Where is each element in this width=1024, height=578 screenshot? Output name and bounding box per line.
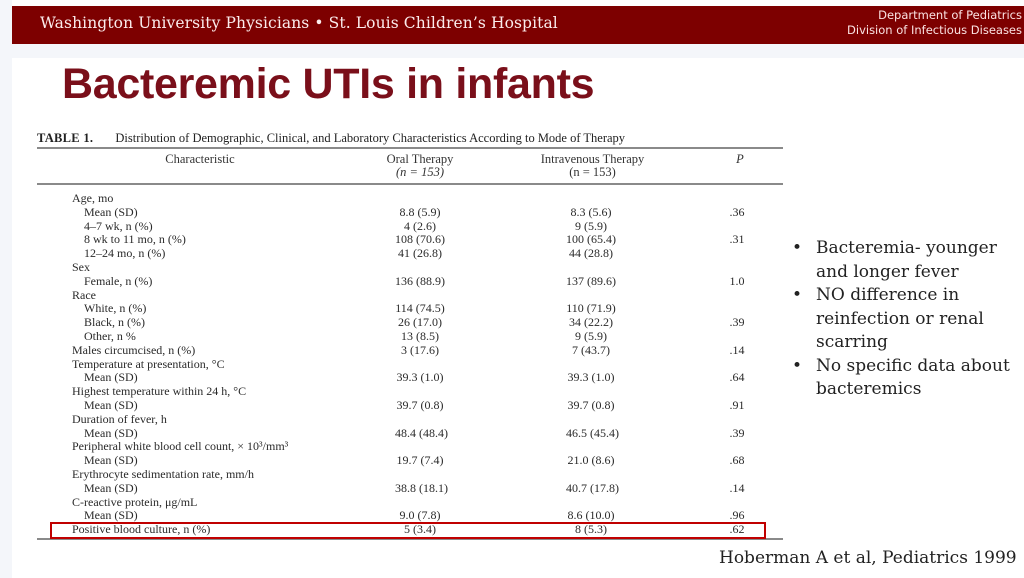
table-row — [0, 205, 800, 219]
row-iv: 137 (89.6) — [566, 273, 616, 288]
row-label: Other, n % — [84, 329, 136, 343]
row-label: Black, n (%) — [84, 315, 145, 330]
table-top-rule — [37, 147, 783, 149]
row-label: Age, mo — [72, 191, 114, 205]
bullet-text: No specific data about bacteremics — [816, 355, 1010, 399]
row-oral: 8.8 (5.9) — [399, 204, 441, 219]
table-row — [0, 481, 800, 495]
column-header-oral-label: Oral Therapy — [386, 152, 454, 166]
row-oral: 108 (70.6) — [395, 232, 445, 247]
row-oral: 136 (88.9) — [395, 273, 445, 288]
row-label: Positive blood culture, n (%) — [72, 522, 211, 537]
row-label: Race — [72, 287, 96, 302]
row-oral: 13 (8.5) — [401, 329, 439, 343]
row-iv: 40.7 (17.8) — [566, 480, 619, 495]
row-p: .39 — [729, 315, 745, 330]
table-row — [0, 329, 800, 343]
row-p: .64 — [729, 370, 745, 385]
table-row — [0, 398, 800, 412]
table-caption-text: Distribution of Demographic, Clinical, and Laboratory Characteristics According to Mode of Therapy — [115, 131, 626, 145]
table-row — [0, 467, 800, 481]
column-header-characteristic: Characteristic — [165, 152, 235, 166]
bullet-text: Bacteremia- younger and longer fever — [816, 238, 997, 282]
row-iv: 8.3 (5.6) — [570, 204, 612, 219]
table-row — [0, 191, 800, 205]
row-iv: 110 (71.9) — [566, 301, 616, 316]
row-iv: 46.5 (45.4) — [566, 425, 619, 440]
row-oral: 48.4 (48.4) — [395, 425, 448, 440]
row-label: White, n (%) — [84, 301, 147, 316]
table-row — [0, 508, 800, 522]
row-label: Mean (SD) — [84, 453, 138, 468]
row-label: Mean (SD) — [84, 398, 138, 412]
row-label: Mean (SD) — [84, 508, 138, 523]
citation: Hoberman A et al, Pediatrics 1999 — [719, 548, 1017, 568]
row-p: .96 — [729, 508, 745, 523]
table-row — [0, 274, 800, 288]
row-label: Mean (SD) — [84, 425, 138, 440]
table-label: TABLE 1. — [37, 131, 94, 145]
row-label: Males circumcised, n (%) — [72, 342, 196, 357]
row-iv: 44 (28.8) — [569, 246, 613, 261]
bullet-item — [790, 284, 1020, 355]
banner-department — [847, 8, 1022, 38]
bullet-icon: • — [792, 238, 803, 258]
bullet-item — [790, 237, 1020, 284]
table-row — [0, 412, 800, 426]
table-row — [0, 370, 800, 384]
column-header-oral-n: (n = 153) — [395, 165, 444, 179]
row-label: Female, n (%) — [84, 273, 153, 288]
row-oral: 5 (3.4) — [404, 522, 436, 537]
row-oral: 26 (17.0) — [398, 315, 442, 330]
column-header-oral — [370, 153, 470, 179]
table-row — [0, 260, 800, 274]
table-caption — [37, 131, 625, 146]
table-row — [0, 232, 800, 246]
table-row — [0, 384, 800, 398]
row-p: .36 — [729, 204, 745, 219]
row-oral: 38.8 (18.1) — [395, 480, 448, 495]
table-row — [0, 495, 800, 509]
bullet-icon: • — [792, 355, 803, 376]
row-label: Duration of fever, h — [72, 411, 167, 426]
row-iv: 39.3 (1.0) — [567, 370, 615, 385]
row-p: .14 — [729, 342, 745, 357]
row-oral: 19.7 (7.4) — [396, 453, 444, 468]
header-banner — [12, 6, 1024, 44]
row-iv: 21.0 (8.6) — [567, 453, 615, 468]
row-oral: 41 (26.8) — [398, 246, 442, 261]
banner-division-line: Division of Infectious Diseases — [847, 23, 1022, 37]
row-p: .14 — [729, 480, 745, 495]
table-row — [0, 453, 800, 467]
row-iv: 9 (5.9) — [575, 329, 607, 343]
row-label: Highest temperature within 24 h, °C — [72, 384, 247, 399]
row-p: .91 — [729, 398, 745, 412]
table-row — [0, 219, 800, 233]
header-gap — [12, 44, 1024, 58]
slide-title: Bacteremic UTIs in infants — [62, 60, 595, 108]
row-label: 8 wk to 11 mo, n (%) — [84, 232, 186, 247]
row-iv: 8 (5.3) — [575, 522, 607, 537]
table-row — [0, 426, 800, 440]
column-header-iv-label: Intravenous Therapy — [540, 152, 645, 166]
table-row — [0, 288, 800, 302]
row-oral: 39.7 (0.8) — [396, 398, 444, 412]
row-iv: 34 (22.2) — [569, 315, 613, 330]
row-label: 4–7 wk, n (%) — [84, 218, 153, 233]
bullet-list — [790, 237, 1020, 402]
row-label: Sex — [72, 260, 90, 274]
row-iv: 7 (43.7) — [572, 342, 610, 357]
table-row — [0, 439, 800, 453]
table-row — [0, 246, 800, 260]
row-label: Mean (SD) — [84, 204, 138, 219]
row-oral: 3 (17.6) — [401, 342, 439, 357]
row-label: Mean (SD) — [84, 370, 138, 385]
table-header-rule — [37, 183, 783, 185]
row-iv: 9 (5.9) — [575, 218, 607, 233]
row-p: .68 — [729, 453, 745, 468]
row-label: Erythrocyte sedimentation rate, mm/h — [72, 467, 254, 481]
column-header-p: P — [736, 152, 744, 166]
bullet-item — [790, 355, 1020, 402]
row-label: 12–24 mo, n (%) — [84, 246, 166, 261]
highlight-box — [50, 522, 766, 539]
table-row — [0, 301, 800, 315]
row-label: Mean (SD) — [84, 480, 138, 495]
row-oral: 9.0 (7.8) — [399, 508, 441, 523]
banner-institution-text: Washington University Physicians • St. Louis Children’s Hospital — [40, 14, 558, 32]
row-iv: 100 (65.4) — [566, 232, 616, 247]
row-iv: 39.7 (0.8) — [567, 398, 615, 412]
row-p: .39 — [729, 425, 745, 440]
row-iv: 8.6 (10.0) — [567, 508, 615, 523]
table-row — [0, 315, 800, 329]
column-header-iv-n: (n = 153) — [569, 165, 616, 179]
banner-department-line: Department of Pediatrics — [878, 8, 1022, 22]
row-label: Temperature at presentation, °C — [72, 356, 225, 371]
bullet-text: NO difference in reinfection or renal scarring — [816, 285, 984, 352]
row-p: 1.0 — [729, 273, 745, 288]
column-header-iv — [520, 153, 665, 179]
bullet-icon: • — [792, 285, 803, 305]
table-row — [0, 357, 800, 371]
row-label: Peripheral white blood cell count, × 10³/mm³ — [72, 439, 289, 454]
row-label: C-reactive protein, μg/mL — [72, 494, 198, 509]
row-p: .62 — [729, 522, 745, 537]
row-p: .31 — [729, 232, 745, 247]
row-oral: 39.3 (1.0) — [396, 370, 444, 385]
row-oral: 4 (2.6) — [404, 218, 436, 233]
row-oral: 114 (74.5) — [395, 301, 445, 316]
table-row — [0, 343, 800, 357]
